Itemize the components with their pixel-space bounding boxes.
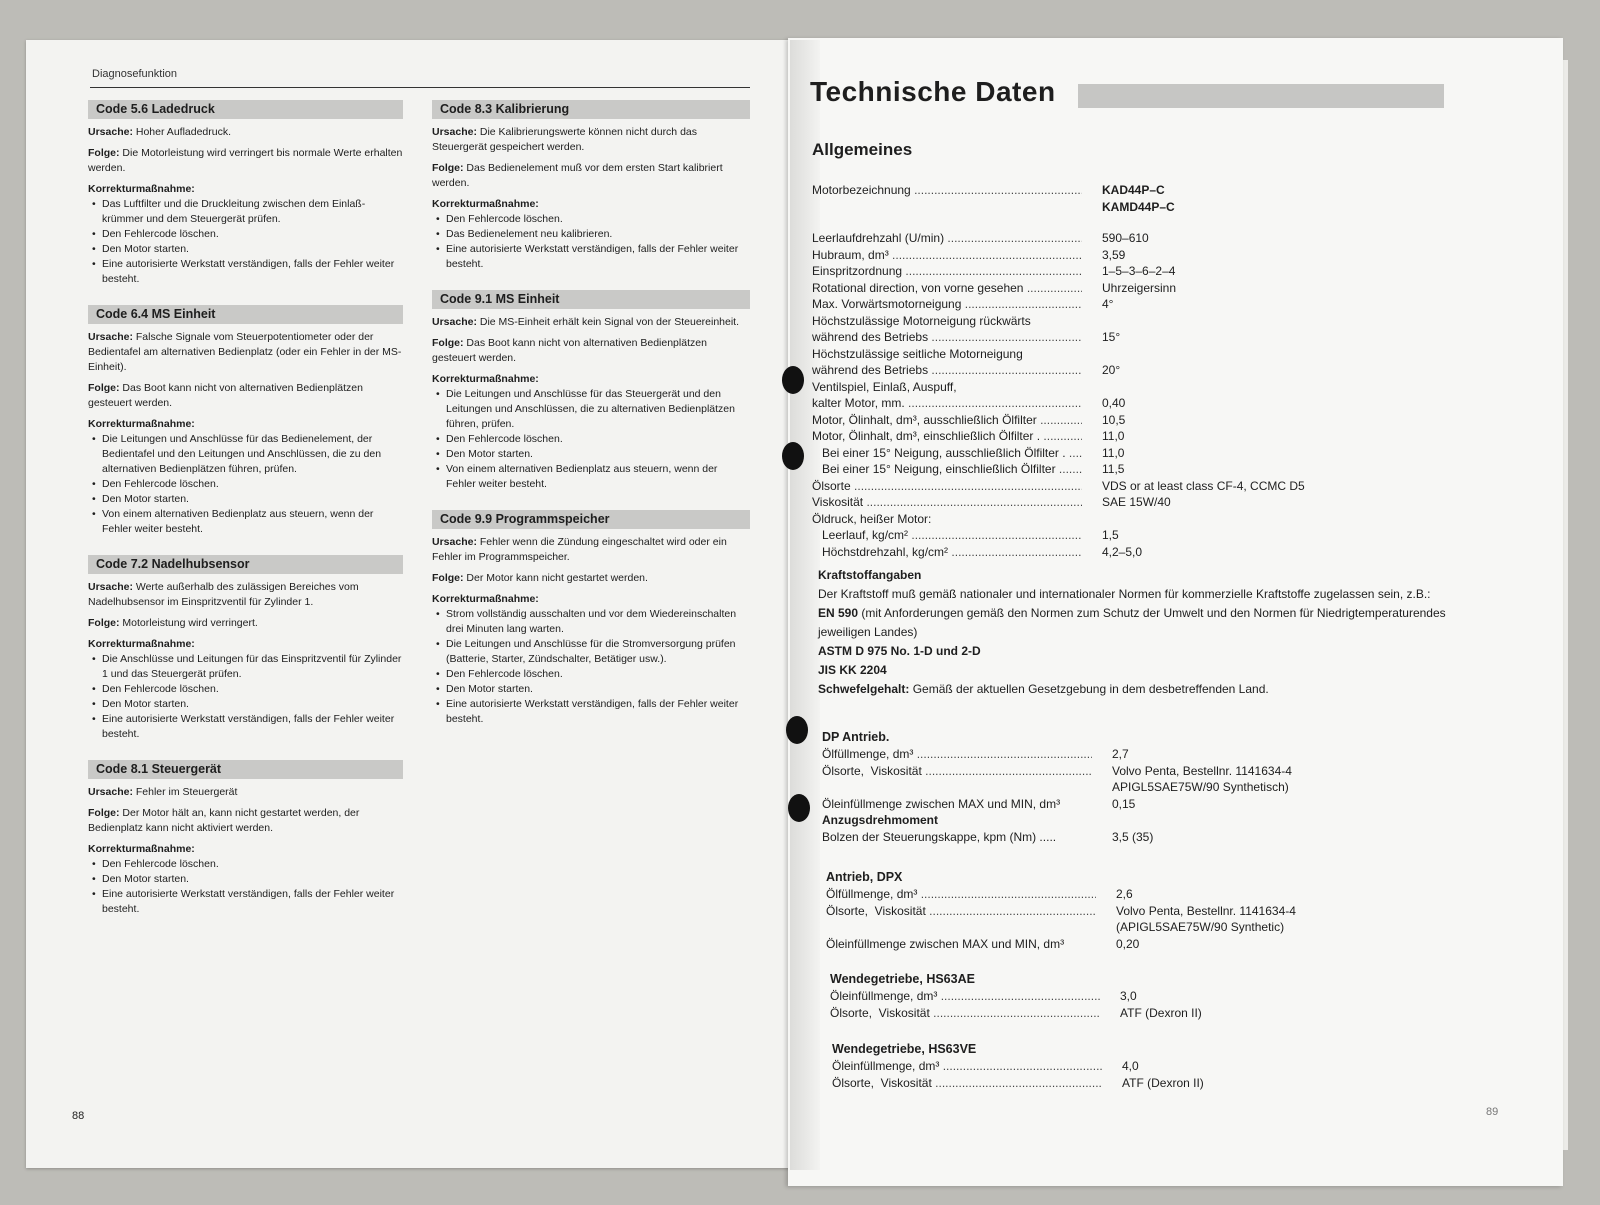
corrective-list	[88, 197, 403, 287]
spec-row	[812, 412, 1432, 429]
spec-value: 3,5 (35)	[1112, 829, 1154, 844]
fuel-jis: JIS KK 2204	[818, 663, 887, 677]
spec-row	[832, 1058, 1452, 1075]
spec-label: Motor, Ölinhalt, dm³, einschließlich Ölfilter . .....	[812, 428, 1082, 445]
spec-label: Öleinfüllmenge, dm³ .....	[830, 988, 1100, 1005]
spec-label: Leerlaufdrehzahl (U/min) .....	[812, 230, 1082, 247]
spec-label: während des Betriebs .....	[812, 329, 1082, 346]
corrective-heading: Korrekturmaßnahme:	[88, 418, 195, 430]
section-heading-allgemeines: Allgemeines	[812, 140, 913, 159]
cause: Ursache: Fehler wenn die Zündung eingeschaltet wird oder ein Fehler im Programmspeicher.	[432, 536, 727, 563]
spec-row	[812, 395, 1432, 412]
spec-label: Ventilspiel, Einlaß, Auspuff,	[812, 379, 957, 394]
general-specs	[812, 230, 1432, 560]
drive-heading: Wendegetriebe, HS63AE	[830, 972, 975, 986]
spec-value	[1082, 511, 1102, 528]
spec-row	[812, 313, 1432, 330]
code-heading: Code 8.1 Steuergerät	[88, 760, 403, 779]
spec-value: 4°	[1102, 297, 1114, 311]
corrective-item: • Den Fehlercode löschen.	[446, 667, 750, 682]
spec-label	[822, 779, 1092, 796]
fuel-astm: ASTM D 975 No. 1-D und 2-D	[818, 644, 981, 658]
spec-value: 4,2–5,0	[1102, 544, 1143, 559]
engine-designation	[812, 182, 1432, 215]
spec-row	[812, 379, 1432, 396]
header-rule	[90, 87, 750, 88]
spec-label: Motorbezeichnung .....	[812, 182, 1082, 199]
spec-value: SAE 15W/40	[1102, 495, 1171, 509]
spec-row	[812, 478, 1432, 495]
spec-value: Volvo Penta, Bestellnr. 1141634-4	[1116, 903, 1296, 918]
spec-row	[826, 936, 1446, 953]
corrective-item: • Eine autorisierte Werkstatt verständigen, falls der Fehler weiter besteht.	[446, 697, 750, 727]
effect: Folge: Die Motorleistung wird verringert bis normale Werte erhalten werden.	[88, 147, 403, 174]
hs63ae-specs	[830, 972, 1450, 1021]
spec-label: Viskosität .....	[812, 494, 1082, 511]
corrective-item: • Strom vollständig ausschalten und vor dem Wiedereinschalten drei Minuten lang warten.	[446, 607, 750, 637]
effect: Folge: Das Bedienelement muß vor dem ersten Start kalibriert werden.	[432, 162, 723, 189]
spec-label: kalter Motor, mm. .....	[812, 395, 1082, 412]
spec-row	[822, 763, 1442, 780]
cause: Ursache: Werte außerhalb des zulässigen Bereiches vom Nadelhubsensor im Einspritzventil für Zylinder 1.	[88, 581, 359, 608]
spec-value: 4,0	[1122, 1059, 1139, 1073]
corrective-list	[88, 432, 403, 537]
spec-label: Ölsorte .....	[812, 478, 1082, 495]
corrective-item: • Den Fehlercode löschen.	[446, 432, 750, 447]
page-number-left: 88	[72, 1110, 85, 1122]
spec-row	[812, 511, 1432, 528]
corrective-item: • Von einem alternativen Bedienplatz aus steuern, wenn der Fehler weiter besteht.	[102, 507, 403, 537]
binder-hole	[788, 794, 810, 822]
corrective-item: • Eine autorisierte Werkstatt verständigen, falls der Fehler weiter besteht.	[102, 712, 403, 742]
code-section	[88, 305, 403, 537]
spec-label	[826, 919, 1096, 936]
spec-label: Öleinfüllmenge zwischen MAX und MIN, dm³	[826, 936, 1065, 951]
spec-label: Ölfüllmenge, dm³ .....	[826, 886, 1096, 903]
drive-heading: Antrieb, DPX	[826, 870, 903, 884]
spec-value: 10,5	[1102, 412, 1126, 427]
corrective-list	[88, 652, 403, 742]
spec-value: Uhrzeigersinn	[1102, 280, 1177, 295]
spec-value: 3,0	[1120, 989, 1137, 1003]
spec-label: Hubraum, dm³ .....	[812, 247, 1082, 264]
spec-value: 15°	[1102, 330, 1121, 344]
spec-value: 11,5	[1102, 462, 1125, 476]
fuel-en590: EN 590 (mit Anforderungen gemäß den Normen zum Schutz der Umwelt und den Normen für Niedrigtemperaturendes jeweiligen Landes)	[818, 606, 1446, 639]
spec-value: Volvo Penta, Bestellnr. 1141634-4	[1112, 763, 1292, 778]
corrective-list	[88, 857, 403, 917]
spec-label: Ölfüllmenge, dm³ .....	[822, 746, 1092, 763]
corrective-heading: Korrekturmaßnahme:	[88, 183, 195, 195]
spec-label: während des Betriebs .....	[812, 362, 1082, 379]
corrective-item: • Den Motor starten.	[102, 492, 403, 507]
spec-row	[822, 779, 1442, 796]
fuel-heading: Kraftstoffangaben	[818, 568, 922, 582]
spec-row	[812, 461, 1432, 478]
effect: Folge: Der Motor hält an, kann nicht gestartet werden, der Bedienplatz kann nicht aktiviert werden.	[88, 807, 360, 834]
cause: Ursache: Hoher Aufladedruck.	[88, 126, 232, 138]
spec-value	[1082, 379, 1102, 396]
spec-row	[830, 988, 1450, 1005]
spec-value: 590–610	[1102, 231, 1149, 245]
spec-label: Leerlauf, kg/cm² .....	[812, 527, 1082, 544]
code-section	[432, 510, 750, 727]
corrective-heading: Korrekturmaßnahme:	[88, 843, 195, 855]
spec-value: 1,5	[1102, 528, 1119, 542]
spec-value	[1082, 346, 1102, 363]
corrective-item: • Den Fehlercode löschen.	[102, 857, 403, 872]
spec-value	[1092, 812, 1112, 829]
spec-label: Öldruck, heißer Motor:	[812, 511, 932, 526]
spec-row	[812, 527, 1432, 544]
spec-value: ATF (Dexron II)	[1122, 1075, 1204, 1090]
effect: Folge: Das Boot kann nicht von alternativen Bedienplätzen gesteuert werden.	[88, 382, 363, 409]
spec-value: 11,0	[1102, 445, 1125, 460]
corrective-heading: Korrekturmaßnahme:	[88, 638, 195, 650]
dpx-drive-specs	[826, 870, 1446, 952]
spec-label: Ölsorte, Viskosität .....	[822, 763, 1092, 780]
left-column-2	[432, 100, 750, 745]
fuel-section	[818, 566, 1458, 699]
effect: Folge: Das Boot kann nicht von alternativen Bedienplätzen gesteuert werden.	[432, 337, 707, 364]
spec-label: Bei einer 15° Neigung, ausschließlich Ölfilter . .....	[812, 445, 1082, 462]
spec-row	[812, 296, 1432, 313]
spec-label: Ölsorte, Viskosität .....	[832, 1075, 1102, 1092]
spec-value	[1082, 313, 1102, 330]
corrective-item: • Von einem alternativen Bedienplatz aus steuern, wenn der Fehler weiter besteht.	[446, 462, 750, 492]
code-section	[88, 100, 403, 287]
dp-drive-specs	[822, 730, 1442, 845]
fuel-sulphur: Schwefelgehalt: Gemäß der aktuellen Gesetzgebung in dem desbetreffenden Land.	[818, 682, 1269, 696]
spec-value: 0,40	[1102, 396, 1126, 410]
spec-row	[812, 329, 1432, 346]
spec-label: Bolzen der Steuerungskappe, kpm (Nm) .....	[822, 829, 1057, 844]
corrective-item: • Den Fehlercode löschen.	[446, 212, 750, 227]
cause: Ursache: Die Kalibrierungswerte können nicht durch das Steuergerät gespeichert werden.	[432, 126, 697, 153]
spec-value: 0,20	[1116, 936, 1140, 951]
cause: Ursache: Die MS-Einheit erhält kein Signal von der Steuereinheit.	[432, 316, 740, 328]
corrective-item: • Eine autorisierte Werkstatt verständigen, falls der Fehler weiter besteht.	[102, 887, 403, 917]
spec-row	[822, 829, 1442, 846]
corrective-item: • Den Motor starten.	[446, 682, 750, 697]
spec-label: Höchstzulässige Motorneigung rückwärts	[812, 313, 1031, 328]
corrective-item: • Den Motor starten.	[446, 447, 750, 462]
corrective-item: • Das Bedienelement neu kalibrieren.	[446, 227, 750, 242]
spec-label: Höchstzulässige seitliche Motorneigung	[812, 346, 1023, 361]
hs63ve-specs	[832, 1042, 1452, 1091]
spec-value: 20°	[1102, 363, 1121, 377]
binder-hole	[782, 366, 804, 394]
page-number-right: 89	[1486, 1106, 1499, 1118]
spec-row	[812, 494, 1432, 511]
spec-row	[812, 280, 1432, 297]
corrective-heading: Korrekturmaßnahme:	[432, 373, 539, 385]
spec-row	[826, 919, 1446, 936]
effect: Folge: Motorleistung wird verringert.	[88, 617, 258, 629]
corrective-heading: Korrekturmaßnahme:	[432, 198, 539, 210]
spec-row	[826, 886, 1446, 903]
corrective-item: • Den Fehlercode löschen.	[102, 682, 403, 697]
spec-label: Bei einer 15° Neigung, einschließlich Ölfilter .....	[812, 461, 1082, 478]
corrective-item: • Die Leitungen und Anschlüsse für die Stromversorgung prüfen (Batterie, Starter, Zündschalter, Betätiger usw.).	[446, 637, 750, 667]
spec-row	[822, 812, 1442, 829]
code-section	[88, 760, 403, 917]
fuel-intro: Der Kraftstoff muß gemäß nationaler und internationaler Normen für kommerzielle Kraftstoffe zugelassen sein, z.B.:	[818, 587, 1431, 601]
spec-value: VDS or at least class CF-4, CCMC D5	[1102, 478, 1305, 493]
spec-label: Öleinfüllmenge zwischen MAX und MIN, dm³	[822, 796, 1061, 811]
spec-label: Öleinfüllmenge, dm³ .....	[832, 1058, 1102, 1075]
spec-value: 0,15	[1112, 796, 1136, 811]
spec-row	[812, 247, 1432, 264]
spec-label: Anzugsdrehmoment	[822, 813, 939, 827]
corrective-list	[432, 387, 750, 492]
spec-label: Ölsorte, Viskosität .....	[826, 903, 1096, 920]
spec-value: KAMD44P–C	[1102, 199, 1175, 214]
title-bar	[1078, 84, 1444, 108]
code-section	[432, 290, 750, 492]
spec-label: Motor, Ölinhalt, dm³, ausschließlich Ölfilter .....	[812, 412, 1082, 429]
corrective-list	[432, 607, 750, 727]
spec-row	[812, 544, 1432, 561]
code-heading: Code 9.1 MS Einheit	[432, 290, 750, 309]
spec-row	[812, 230, 1432, 247]
spec-label: Einspritzordnung .....	[812, 263, 1082, 280]
spec-value: 11,0	[1102, 429, 1125, 443]
spec-row	[826, 903, 1446, 920]
spec-value: KAD44P–C	[1102, 183, 1165, 197]
spec-value: 2,7	[1112, 747, 1129, 761]
corrective-item: • Die Anschlüsse und Leitungen für das Einspritzventil für Zylinder 1 und das Steuergerät prüfen.	[102, 652, 403, 682]
spec-row	[812, 428, 1432, 445]
corrective-item: • Die Leitungen und Anschlüsse für das Steuergerät und den Leitungen und Anschlüssen, die zu alternativen Bedienplätzen führen, prüfen.	[446, 387, 750, 432]
corrective-item: • Eine autorisierte Werkstatt verständigen, falls der Fehler weiter besteht.	[446, 242, 750, 272]
spec-row	[830, 1005, 1450, 1022]
corrective-item: • Den Motor starten.	[102, 697, 403, 712]
spec-value: APIGL5SAE75W/90 Synthetisch)	[1112, 780, 1289, 794]
code-heading: Code 7.2 Nadelhubsensor	[88, 555, 403, 574]
code-heading: Code 6.4 MS Einheit	[88, 305, 403, 324]
spec-label: Höchstdrehzahl, kg/cm² .....	[812, 544, 1082, 561]
spec-row	[812, 445, 1432, 462]
spec-row	[832, 1075, 1452, 1092]
page-title: Technische Daten	[810, 76, 1056, 107]
spec-label: Rotational direction, von vorne gesehen .....	[812, 280, 1082, 297]
spec-label: Ölsorte, Viskosität .....	[830, 1005, 1100, 1022]
spec-value: 1–5–3–6–2–4	[1102, 264, 1176, 278]
corrective-item: • Den Fehlercode löschen.	[102, 227, 403, 242]
cause: Ursache: Fehler im Steuergerät	[88, 786, 238, 798]
cause: Ursache: Falsche Signale vom Steuerpotentiometer oder der Bedientafel am alternativen Bedienplatz (oder ein Fehler in der MS-Einheit).	[88, 331, 402, 373]
code-section	[432, 100, 750, 272]
code-section	[88, 555, 403, 742]
corrective-item: • Die Leitungen und Anschlüsse für das Bedienelement, der Bedientafel und den Leitungen und Anschlüssen, die zu den alternativen Bedienplätzen führen, prüfen.	[102, 432, 403, 477]
binder-hole	[782, 442, 804, 470]
spec-row	[822, 796, 1442, 813]
drive-heading: DP Antrieb.	[822, 730, 890, 744]
code-heading: Code 8.3 Kalibrierung	[432, 100, 750, 119]
spec-value: 2,6	[1116, 887, 1133, 901]
corrective-item: • Den Fehlercode löschen.	[102, 477, 403, 492]
corrective-item: • Das Luftfilter und die Druckleitung zwischen dem Einlaß-krümmer und dem Steuergerät prüfen.	[102, 197, 403, 227]
binder-hole	[786, 716, 808, 744]
code-heading: Code 5.6 Ladedruck	[88, 100, 403, 119]
corrective-item: • Den Motor starten.	[102, 872, 403, 887]
spec-value: ATF (Dexron II)	[1120, 1005, 1202, 1020]
corrective-item: • Eine autorisierte Werkstatt verständigen, falls der Fehler weiter besteht.	[102, 257, 403, 287]
corrective-heading: Korrekturmaßnahme:	[432, 593, 539, 605]
corrective-item: • Den Motor starten.	[102, 242, 403, 257]
spec-value: (APIGL5SAE75W/90 Synthetic)	[1116, 920, 1285, 934]
spec-row	[812, 263, 1432, 280]
spec-row	[812, 362, 1432, 379]
running-head: Diagnosefunktion	[92, 68, 178, 80]
left-column-1	[88, 100, 403, 935]
corrective-list	[432, 212, 750, 272]
effect: Folge: Der Motor kann nicht gestartet werden.	[432, 572, 648, 584]
spec-row	[822, 746, 1442, 763]
code-heading: Code 9.9 Programmspeicher	[432, 510, 750, 529]
spec-label: Max. Vorwärtsmotorneigung .....	[812, 296, 1082, 313]
spec-value: 3,59	[1102, 247, 1126, 262]
spec-row	[812, 346, 1432, 363]
drive-heading: Wendegetriebe, HS63VE	[832, 1042, 977, 1056]
